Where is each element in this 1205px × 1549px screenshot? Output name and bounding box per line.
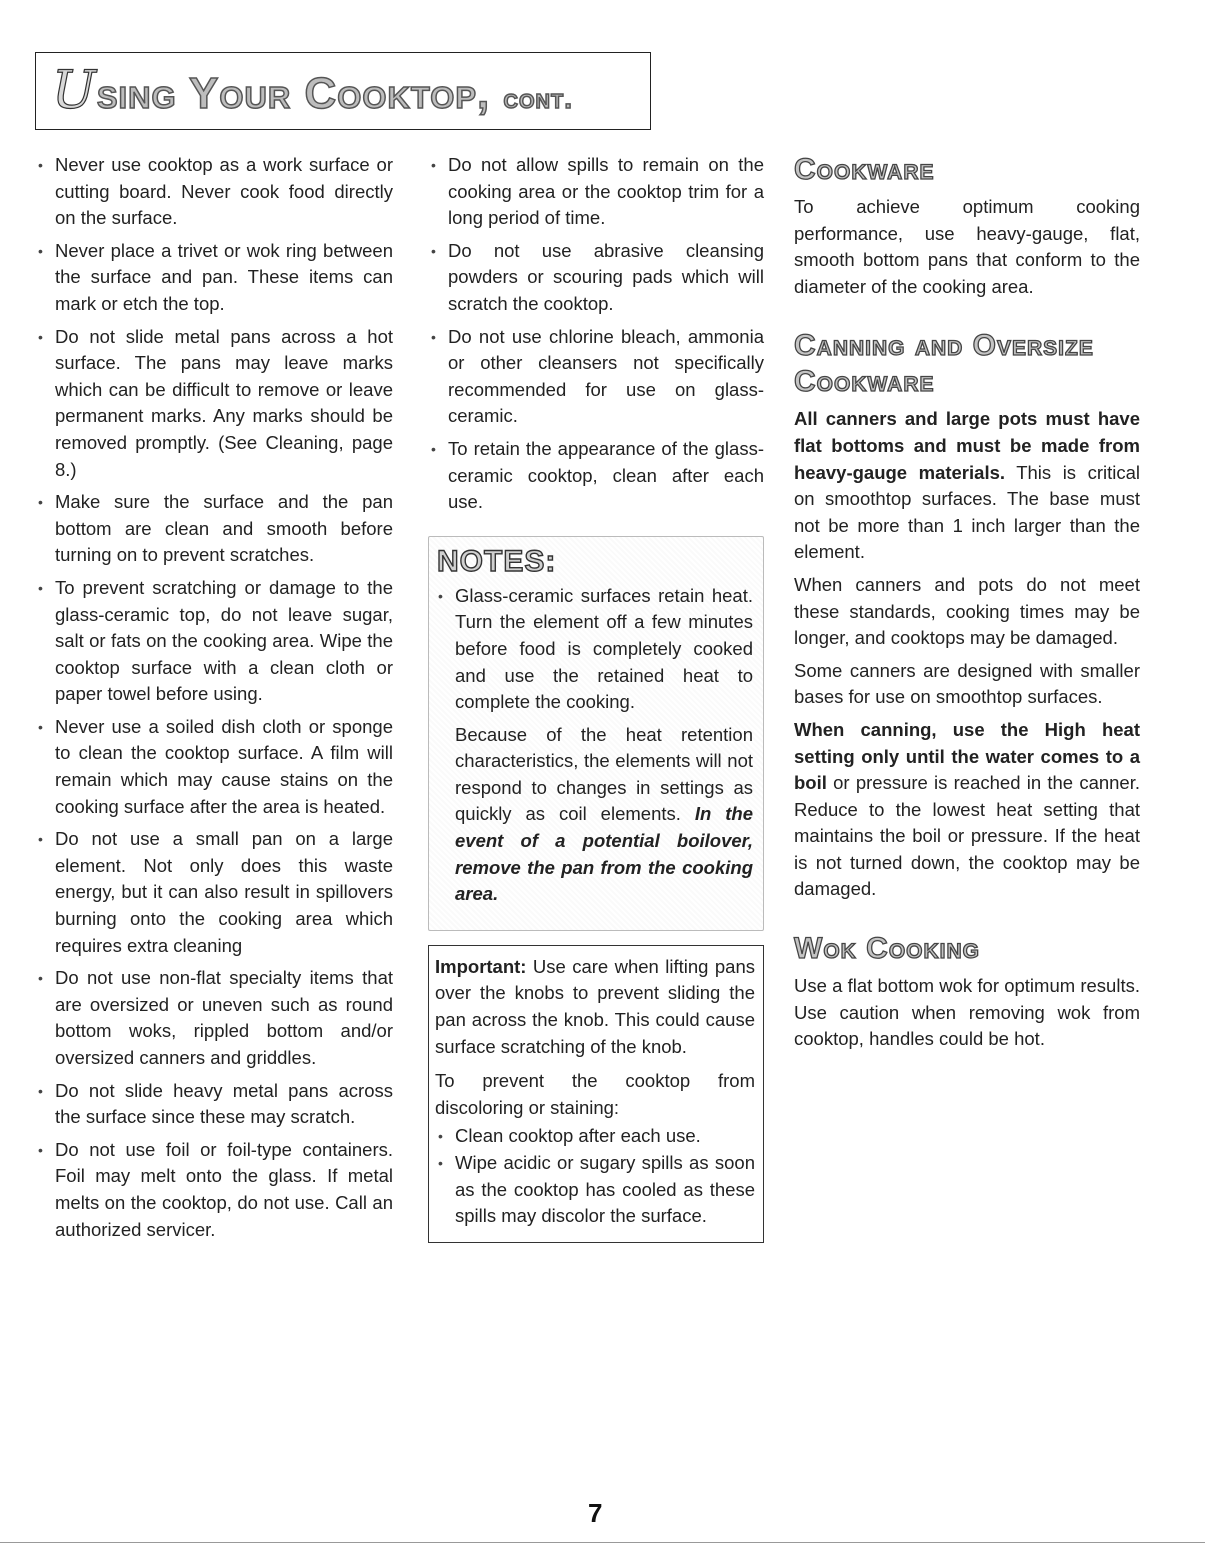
list-item: • Do not use abrasive cleansing powders or scouring pads which will scratch the cooktop. (428, 238, 764, 318)
canning-text-1: This is critical on smoothtop surfaces. The base must not be more than 1 inch larger than the element. (794, 461, 1141, 563)
title-initial: U (52, 61, 97, 121)
care-list (428, 152, 764, 516)
discolor-intro: To prevent the cooktop from discoloring or staining: (435, 1070, 755, 1118)
list-item: • Do not use chlorine bleach, ammonia or other cleansers not specifically recommended for use on glass-ceramic. (428, 324, 764, 430)
canning-paragraph-1 (794, 406, 1140, 566)
title-text: sing Your Cooktop, (96, 69, 491, 118)
discolor-list (435, 1123, 755, 1229)
bottom-rule (0, 1542, 1205, 1543)
notes-text: Because of the heat retention characteristics, the elements will not respond to changes in settings as quickly as coil elements. (455, 723, 753, 825)
important-box (428, 945, 764, 1243)
important-paragraph (435, 954, 755, 1060)
canning-bold-1: All canners and large pots must have flat bottoms and must be made from heavy-gauge materials. (794, 408, 1140, 483)
notes-emphasis: In the event of a potential boilover, remove the pan from the cooking area. (455, 803, 753, 905)
list-item: • Do not slide metal pans across a hot surface. The pans may leave marks which can be difficult to remove or leave permanent marks. Any marks should be removed promptly. (See Cleaning, page 8.) (35, 324, 393, 484)
list-item: • Do not slide heavy metal pans across the surface since these may scratch. (35, 1078, 393, 1131)
important-text: Use care when lifting pans over the knobs to prevent sliding the pan across the knob. This could cause surface scratching of the knob. (435, 955, 755, 1057)
safety-list (35, 152, 393, 1243)
list-item: • Never use a soiled dish cloth or sponge to clean the cooktop surface. A film will remain which may cause stains on the cooking surface after the area is heated. (35, 714, 393, 820)
page-title (52, 56, 573, 126)
list-item: • To prevent scratching or damage to the glass-ceramic top, do not leave sugar, salt or fats on the cooking area. Wipe the cooktop surface with a clean cloth or paper towel before using. (35, 575, 393, 708)
notes-item: • Glass-ceramic surfaces retain heat. Turn the element off a few minutes before food is completely cooked and use the retained heat to complete the cooking. (435, 583, 753, 716)
list-item: • Wipe acidic or sugary spills as soon as the cooktop has cooled as these spills may discolor the surface. (435, 1150, 755, 1230)
wok-text: Use a flat bottom wok for optimum results. Use caution when removing wok from cooktop, handles could be hot. (794, 975, 1140, 1050)
list-item: • Do not use foil or foil-type containers. Foil may melt onto the glass. If metal melts on the cooktop, do not use. Call an authorized servicer. (35, 1137, 393, 1243)
cookware-heading: Cookware (794, 153, 935, 186)
cookware-text: To achieve optimum cooking performance, use heavy-gauge, flat, smooth bottom pans that conform to the diameter of the cooking area. (794, 196, 1140, 297)
title-cont: cont. (503, 83, 573, 114)
list-item: • Clean cooktop after each use. (435, 1123, 755, 1150)
column-1 (35, 152, 393, 1249)
list-item: • Make sure the surface and the pan bottom are clean and smooth before turning on to prevent scratches. (35, 489, 393, 569)
list-item: • Do not use a small pan on a large element. Not only does this waste energy, but it can also result in spillovers burning onto the cooking area which requires extra cleaning (35, 826, 393, 959)
list-item: • To retain the appearance of the glass-ceramic cooktop, clean after each use. (428, 436, 764, 516)
page-number: 7 (588, 1498, 603, 1528)
canning-paragraph-4 (794, 717, 1140, 903)
important-label: Important: (435, 955, 527, 977)
notes-list (435, 583, 753, 716)
canning-text-4: or pressure is reached in the canner. Reduce to the lowest heat setting that maintains the boil or pressure. If the heat is not turned down, the cooktop may be damaged. (794, 772, 1140, 900)
list-item: • Do not allow spills to remain on the cooking area or the cooktop trim for a long period of time. (428, 152, 764, 232)
notes-paragraph (455, 722, 753, 908)
canning-paragraph-2: When canners and pots do not meet these standards, cooking times may be longer, and cooktops may be damaged. (794, 573, 1140, 649)
column-2 (428, 152, 764, 1243)
wok-heading: Wok Cooking (794, 932, 980, 966)
list-item: • Never place a trivet or wok ring between the surface and pan. These items can mark or etch the top. (35, 238, 393, 318)
canning-paragraph-3: Some canners are designed with smaller bases for use on smoothtop surfaces. (794, 659, 1140, 708)
notes-box (428, 536, 764, 931)
column-3 (794, 152, 1140, 1059)
list-item: • Do not use non-flat specialty items that are oversized or uneven such as round bottom woks, rippled bottom and/or oversized canners and griddles. (35, 965, 393, 1071)
notes-heading: NOTES: (437, 544, 557, 578)
list-item: • Never use cooktop as a work surface or cutting board. Never cook food directly on the surface. (35, 152, 393, 232)
canning-bold-4: When canning, use the High heat setting only until the water comes to a boil (794, 718, 1140, 794)
canning-heading: Canning and Oversize Cookware (794, 329, 1094, 399)
